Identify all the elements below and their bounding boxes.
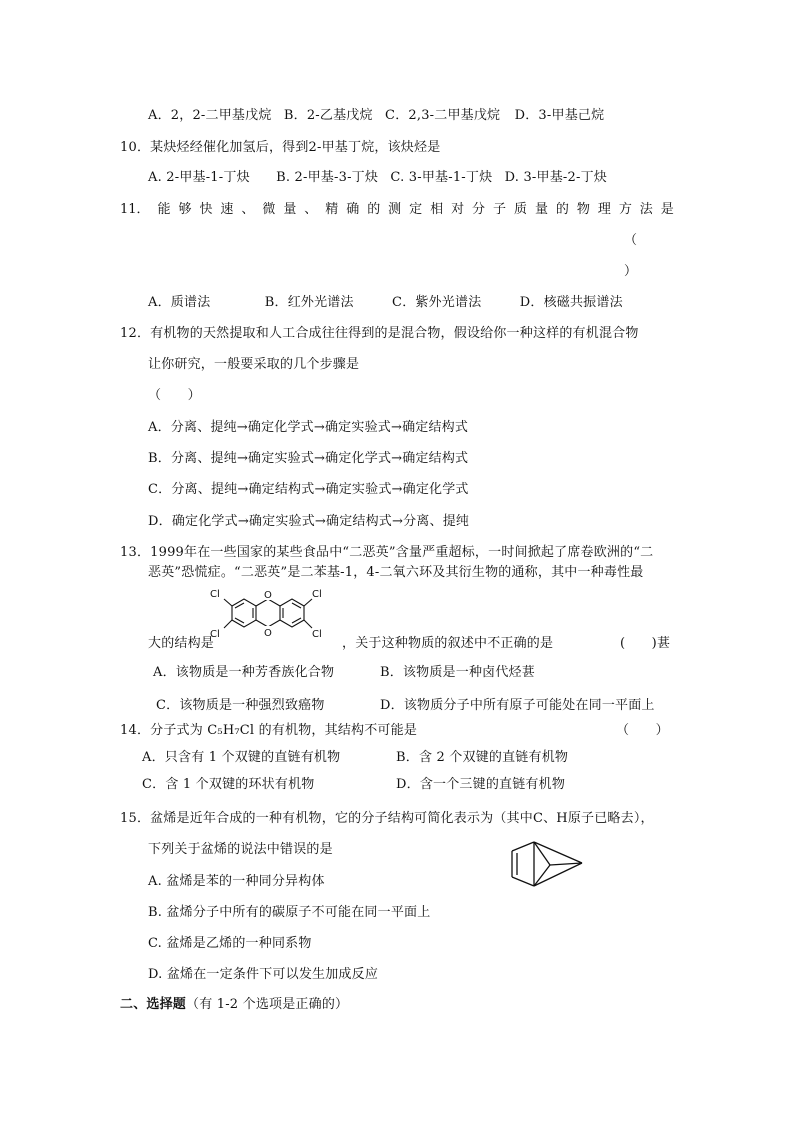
q12-option-a: A．分离、提纯→确定化学式→确定实验式→确定结构式 — [148, 420, 469, 435]
q13-stem-line1: 13．1999年在一些国家的某些食品中“二恶英”含量严重超标，一时间掀起了席卷欧洲的“二 — [120, 545, 654, 560]
q13-option-b: B．该物质是一种卤代烃葚 — [380, 665, 535, 680]
q11-char: 的 — [555, 202, 569, 217]
q13-option-a: A．该物质是一种芳香族化合物 — [153, 665, 335, 680]
q14-option-b: B．含 2 个双键的直链有机物 — [396, 750, 569, 765]
q10-options — [148, 166, 607, 185]
q11-char: 测 — [388, 202, 402, 217]
q11-stem — [120, 198, 674, 217]
section2-title: 二、选择题 — [120, 997, 187, 1012]
q12-paren: （ ） — [148, 388, 201, 403]
q9-option-c: C．2,3-二甲基戊烷 — [385, 108, 501, 123]
q15-option-b: B. 盆烯分子中所有的碳原子不可能在同一平面上 — [148, 905, 431, 920]
q11-char: 的 — [367, 202, 381, 217]
q10-stem: 10．某炔烃经催化加氢后，得到2-甲基丁烷，该炔烃是 — [120, 140, 441, 155]
q9-option-d: D．3-甲基己烷 — [514, 108, 605, 123]
q14-stem: 14．分子式为 C₅H₇Cl 的有机物，其结构不可能是 — [120, 723, 418, 738]
q11-char: 相 — [430, 202, 444, 217]
q12-stem-line1: 12．有机物的天然提取和人工合成往往得到的是混合物，假设给你一种这样的有机混合物 — [120, 326, 639, 341]
q11-char: 方 — [618, 202, 632, 217]
q13-option-c: C．该物质是一种强烈致癌物 — [156, 698, 325, 713]
q11-char: 微 — [262, 202, 276, 217]
q11-paren-open: （ — [624, 233, 638, 248]
q11-char: 量 — [283, 202, 297, 217]
section2-note: （有 1-2 个选项是正确的） — [186, 997, 349, 1012]
q11-char: 质 — [513, 202, 527, 217]
q11-char: 快 — [199, 202, 213, 217]
q11-paren-close: ） — [624, 264, 638, 279]
q15-option-d: D. 盆烯在一定条件下可以发生加成反应 — [148, 967, 379, 982]
q14-option-c: C．含 1 个双键的环状有机物 — [142, 777, 315, 792]
q11-char: 分 — [472, 202, 486, 217]
q13-stem-line3-post: ，关于这种物质的叙述中不正确的是 — [342, 636, 554, 651]
q11-char: 是 — [660, 202, 674, 217]
q11-option-a: A．质谱法 — [148, 295, 211, 310]
q13-stem-line2: 恶英”恐慌症。“二恶英”是二苯基-1，4-二氧六环及其衍生物的通称，其中一种毒性最 — [148, 565, 644, 580]
q11-char: 、 — [304, 202, 318, 217]
q13-stem-line3-pre: 大的结构是 — [148, 636, 215, 651]
q10-option-d: D. 3-甲基-2-丁炔 — [504, 170, 607, 185]
q11-char: 对 — [451, 202, 465, 217]
q14-option-d: D．含一个三键的直链有机物 — [396, 777, 566, 792]
q11-char: 精 — [325, 202, 339, 217]
q14-paren: （ ） — [616, 723, 669, 738]
q11-char: 物 — [576, 202, 590, 217]
benzvalene-structure — [506, 833, 594, 895]
q11-option-b: B．红外光谱法 — [264, 295, 354, 310]
cl-label: Cl — [312, 589, 322, 600]
q11-char: 能 — [157, 202, 171, 217]
q13-option-d: D．该物质分子中所有原子可能处在同一平面上 — [380, 698, 655, 713]
q10-option-c: C. 3-甲基-1-丁炔 — [390, 170, 493, 185]
q15-stem-line2: 下列关于盆烯的说法中错误的是 — [148, 842, 333, 857]
cl-label: Cl — [210, 629, 220, 640]
q11-char: 确 — [346, 202, 360, 217]
q12-option-b: B．分离、提纯→确定实验式→确定化学式→确定结构式 — [148, 451, 469, 466]
q14-option-a: A．只含有 1 个双键的直链有机物 — [142, 750, 341, 765]
q15-option-a: A. 盆烯是苯的一种同分异构体 — [148, 874, 325, 889]
q15-stem-line1: 15．盆烯是近年合成的一种有机物，它的分子结构可简化表示为（其中C、H原子已略去）， — [120, 811, 654, 826]
q10-option-b: B. 2-甲基-3-丁炔 — [276, 170, 379, 185]
q11-char: 、 — [241, 202, 255, 217]
q11-char: 量 — [534, 202, 548, 217]
cl-label: Cl — [210, 589, 220, 600]
q12-option-c: C．分离、提纯→确定结构式→确定实验式→确定化学式 — [148, 482, 469, 497]
cl-label: Cl — [312, 629, 322, 640]
q9-option-b: B．2-乙基戊烷 — [283, 108, 373, 123]
q9-options — [148, 104, 604, 123]
q11-option-c: C．紫外光谱法 — [392, 295, 482, 310]
q12-stem-line2: 让你研究，一般要采取的几个步骤是 — [148, 357, 360, 372]
dioxin-structure — [204, 584, 348, 644]
q11-char: 理 — [597, 202, 611, 217]
q15-option-c: C. 盆烯是乙烯的一种同系物 — [148, 936, 312, 951]
oxygen-label: O — [264, 590, 272, 601]
q11-char: 定 — [409, 202, 423, 217]
q11-option-d: D．核磁共振谱法 — [519, 295, 623, 310]
q9-option-a: A．2，2-二甲基戊烷 — [148, 108, 272, 123]
q11-number: 11． — [120, 202, 150, 217]
q11-char: 子 — [493, 202, 507, 217]
q11-char: 法 — [639, 202, 653, 217]
q11-char: 够 — [178, 202, 192, 217]
q12-option-d: D．确定化学式→确定实验式→确定结构式→分离、提纯 — [148, 514, 470, 529]
section2-heading — [120, 993, 348, 1012]
oxygen-label: O — [264, 628, 272, 639]
q13-paren: ( )葚 — [620, 636, 671, 651]
q10-option-a: A. 2-甲基-1-丁炔 — [148, 170, 250, 185]
q11-char: 速 — [220, 202, 234, 217]
q11-options — [148, 291, 623, 310]
